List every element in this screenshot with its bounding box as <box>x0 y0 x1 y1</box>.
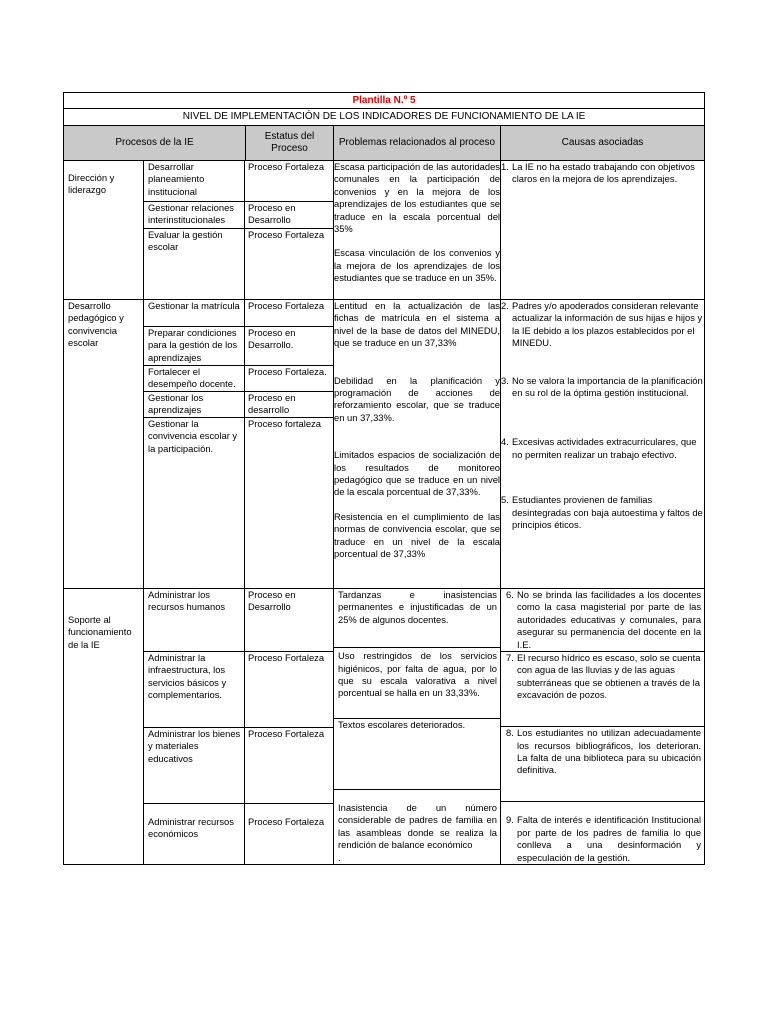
causa-block <box>501 589 704 652</box>
implementation-table <box>63 92 705 865</box>
causa-text: Padres y/o apoderados consideran relevante actualizar la información de sus hijas e hijos y la IE debido a los plazos establecidos por el MINEDU. <box>512 300 703 349</box>
subprocesos-cell <box>144 161 334 300</box>
subproceso-row <box>144 392 333 418</box>
problema-text: Uso restringidos de los servicios higiénicos, por falta de agua, por lo que su escala valorativa a nivel porcentual se halla en un 33,33%. <box>334 648 500 719</box>
subproceso-status: Proceso Fortaleza <box>248 728 325 739</box>
subproceso-status: Proceso Fortaleza <box>248 652 325 663</box>
causa-number: 1. <box>501 161 509 172</box>
subproceso-row <box>144 161 333 202</box>
causa-item <box>506 589 701 651</box>
subproceso-row <box>144 327 333 366</box>
subproceso-row <box>144 652 333 728</box>
subproceso-status: Proceso Fortaleza <box>248 300 325 311</box>
causas-cell <box>501 300 705 589</box>
subproceso-name: Gestionar la matrícula <box>144 300 245 326</box>
causa-text: Excesivas actividades extracurriculares, que no permiten realizar un trabajo efectivo. <box>512 436 697 460</box>
causa-item <box>506 652 701 702</box>
problemas-cell <box>334 161 501 300</box>
subproceso-row <box>144 300 333 327</box>
proceso-cell <box>64 300 144 589</box>
causa-number: 9. <box>506 814 514 826</box>
subproceso-name: Gestionar los aprendizajes <box>144 392 245 417</box>
causa-block <box>501 802 704 864</box>
problema-text: Escasa participación de las autoridades comunales en la participación de convenios y en la mejora de los aprendizajes de los estudiantes que se traduce en la escala porcentual del 35% <box>334 161 500 235</box>
subproceso-name: Administrar la infraestructura, los servicios básicos y complementarios. <box>144 652 245 727</box>
subproceso-status: Proceso Fortaleza <box>248 161 325 172</box>
table-row <box>64 300 705 589</box>
subproceso-status: Proceso Fortaleza. <box>248 366 327 377</box>
subproceso-name: Fortalecer el desempeño docente. <box>144 366 245 391</box>
causa-text: No se valora la importancia de la planificación en su rol de la óptima gestión institucional. <box>512 374 703 399</box>
causa-number: 8. <box>506 727 514 739</box>
causa-number: 4. <box>501 436 509 448</box>
subproceso-status: Proceso Fortaleza <box>248 816 325 827</box>
problema-text: Textos escolares deteriorados. <box>334 719 500 790</box>
problema-text: Lentitud en la actualización de las fichas de matrícula en el sistema a nivel de la base de datos del MINEDU, que se traduce en un 37,33% <box>334 300 500 349</box>
subproceso-row <box>144 728 333 804</box>
table-row <box>64 161 705 300</box>
causa-number: 7. <box>506 652 514 663</box>
proceso-label: Desarrollo pedagógico y convivencia escolar <box>68 300 124 349</box>
header-procesos: Procesos de la IE <box>64 126 246 161</box>
subproceso-status: Proceso en Desarrollo. <box>248 327 296 351</box>
problema-text: Debilidad en la planificación y programación de acciones de reforzamiento escolar, que se traduce en un 37,33%. <box>334 374 500 423</box>
subproceso-status: Proceso en Desarrollo <box>248 202 296 226</box>
causa-item <box>501 375 704 400</box>
causa-item <box>501 300 704 350</box>
causa-text: Estudiantes provienen de familias desintegradas con baja autoestima y faltos de principios éticos. <box>512 494 703 531</box>
subproceso-row <box>144 418 333 588</box>
causa-text: Los estudiantes no utilizan adecuadamente los recursos bibliográficos, los deterioran. La falta de una biblioteca para su ubicación definitiva. <box>517 727 702 776</box>
causa-text: No se brinda las facilidades a los docentes como la casa magisterial por parte de las autoridades educativas y comunales, para asegurar su permanencia del docente en la I.E. <box>517 589 702 650</box>
proceso-cell <box>64 161 144 300</box>
header-problemas: Problemas relacionados al proceso <box>334 126 501 161</box>
causa-number: 3. <box>501 374 509 386</box>
problema-text: . <box>338 851 341 863</box>
subproceso-row <box>144 229 333 299</box>
subproceso-name: Desarrollar planeamiento institucional <box>144 161 245 201</box>
subproceso-status: Proceso fortaleza <box>248 418 321 429</box>
problema-text: Inasistencia de un número considerable de padres de familia en las asambleas donde se realiza la rendición de balance económico <box>338 801 497 851</box>
causa-block <box>501 652 704 727</box>
problema-text: Limitados espacios de socialización de los resultados de monitoreo pedagógico que se traduce en un nivel de la escala porcentual de 37,33%. <box>334 449 500 498</box>
subproceso-name: Preparar condiciones para la gestión de los aprendizajes <box>144 327 245 365</box>
problema-text: Resistencia en el cumplimiento de las normas de convivencia escolar, que se traduce en un nivel de la escala porcentual de 37,33% <box>334 510 500 560</box>
subproceso-status: Proceso en desarrollo <box>248 392 296 416</box>
subproceso-row <box>144 202 333 229</box>
subproceso-status: Proceso en Desarrollo <box>248 589 296 613</box>
header-estatus: Estatus del Proceso <box>246 126 334 161</box>
causa-item <box>506 727 701 777</box>
causa-number: 5. <box>501 494 509 506</box>
subproceso-name: Evaluar la gestión escolar <box>144 229 245 299</box>
causas-cell <box>501 589 705 865</box>
subproceso-name: Gestionar la convivencia escolar y la participación. <box>144 418 245 588</box>
document-page <box>63 92 704 865</box>
subproceso-name: Administrar los recursos humanos <box>144 589 245 651</box>
header-causas: Causas asociadas <box>501 126 705 161</box>
problema-text: Escasa vinculación de los convenios y la mejora de los aprendizajes de los estudiantes que se traduce en un 35%. <box>334 247 500 284</box>
problemas-cell <box>334 589 501 865</box>
template-title: Plantilla N.º 5 <box>64 93 705 109</box>
causa-item <box>501 436 704 461</box>
causa-text: El recurso hídrico es escaso, solo se cuenta con agua de las lluvias y de las aguas subterráneas que se obtienen a través de la excavación de pozos. <box>517 652 701 701</box>
causa-number: 2. <box>501 300 509 311</box>
problema-text: Tardanzas e inasistencias permanentes e injustificadas de un 25% de algunos docentes. <box>334 589 500 648</box>
subproceso-row <box>144 804 333 864</box>
problema-block <box>334 790 500 864</box>
proceso-label: Dirección y liderazgo <box>68 172 115 196</box>
causa-number: 6. <box>506 589 514 600</box>
subproceso-status: Proceso Fortaleza <box>248 229 325 240</box>
table-subtitle: NIVEL DE IMPLEMENTACIÓN DE LOS INDICADORES DE FUNCIONAMIENTO DE LA IE <box>64 109 705 126</box>
subproceso-row <box>144 589 333 652</box>
subproceso-name: Gestionar relaciones interinstitucionales <box>144 202 245 228</box>
proceso-cell <box>64 589 144 865</box>
causa-item <box>506 814 701 864</box>
problemas-cell <box>334 300 501 589</box>
causa-item <box>501 161 704 186</box>
subproceso-name: Administrar recursos económicos <box>144 804 245 864</box>
causa-text: Falta de interés e identificación Institucional por parte de los padres de familia lo que conlleva a una desinformación y especulación de la gestión. <box>517 814 702 863</box>
subproceso-name: Administrar los bienes y materiales educativos <box>144 728 245 803</box>
subprocesos-cell <box>144 300 334 589</box>
causa-text: La IE no ha estado trabajando con objetivos claros en la mejora de los aprendizajes. <box>512 161 695 185</box>
proceso-label: Soporte al funcionamiento de la IE <box>68 614 132 650</box>
causas-cell <box>501 161 705 300</box>
table-row <box>64 589 705 865</box>
causa-block <box>501 727 704 802</box>
subproceso-row <box>144 366 333 392</box>
causa-item <box>501 494 704 531</box>
subprocesos-cell <box>144 589 334 865</box>
